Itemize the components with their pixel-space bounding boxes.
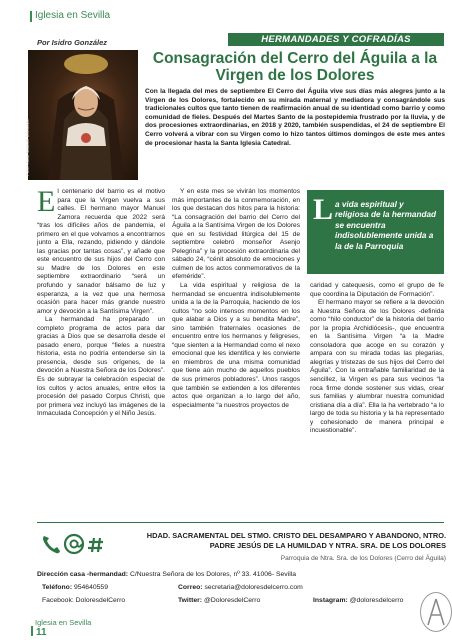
email-label: Correo: — [178, 584, 203, 591]
parroquia: Parroquia de Ntra. Sra. de los Dolores (Cerro del Águila) — [280, 555, 446, 562]
section-band — [228, 33, 444, 46]
paragraph: La vida espiritual y religiosa de la hermandad se encuentra indisolublemente unida a la de la Parroquia, haciendo de los cultos “no solo intensos momentos en los que alabar a Dios y a su bendita Madre”, sino también fraternales ocasiones de encuentro entre los hermanos y feligreses, “que sienten a la Hermandad como el nexo emocional que les identifica y les convierte en miembros de una misma comunidad que tiene aún mucho de aquellos pueblos de sus primeros pobladores”. Unos rasgos que también se extienden a los diferentes actos que organizan a lo largo del año, especialmente “a nuestros proyectos de — [172, 282, 300, 409]
watermark-stamp — [420, 592, 452, 632]
email-line — [178, 584, 303, 591]
hashtag-icon — [88, 538, 103, 552]
hermandad-name: HDAD. SACRAMENTAL DEL STMO. CRISTO DEL DESAMPARO Y ABANDONO, NTRO. PADRE JESÚS DE LA HUMILDAD Y NTRA. SRA. DE LOS DOLORES — [146, 531, 446, 550]
email-value: secretaria@doloresdelcerro.com — [204, 584, 303, 591]
email-icon — [65, 535, 83, 553]
column-2 — [172, 188, 300, 410]
instagram-value: @doloresdelcerro — [349, 597, 404, 604]
instagram-label: Instagram: — [313, 597, 348, 604]
footer-publication: Iglesia en Sevilla — [35, 618, 92, 627]
paragraph: La hermandad ha preparado un completo programa de actos para dar gracias a Dios que se desarrolla desde el pasado enero, porque “fieles a nuestra historia, esta no podría entenderse sin la presencia, desde sus orígenes, de la devoción a Nuestra Señora de los Dolores”. Es de subrayar la celebración especial de los cultos y actos anuales, entre ellos la procesión del pasado Corpus Christi, que por primera vez incluyó las imágenes de la Inmaculada Concepción y el Niño Jesús. — [37, 316, 165, 418]
twitter-label: Twitter: — [178, 597, 203, 604]
address-label: Dirección casa -hermandad: — [37, 571, 129, 578]
article-author: Por Isidro González — [37, 38, 108, 47]
phone-line — [42, 584, 108, 591]
footer-accent-bar — [31, 626, 33, 636]
address-line — [37, 571, 296, 578]
twitter-line — [178, 597, 260, 604]
instagram-line — [313, 597, 403, 604]
phone-value: 954640559 — [73, 584, 108, 591]
phone-icon — [43, 536, 60, 553]
photo-credit: Foto: Juan Manuel Berruezo — [25, 119, 30, 176]
paragraph: caridad y catequesis, como el grupo de fe que coordina la Diputación de Formación”. — [310, 282, 444, 298]
twitter-value: @DoloresdelCerro — [203, 597, 261, 604]
section-title: HERMANDADES Y COFRADÍAS — [261, 34, 411, 45]
stamp-icon — [421, 593, 451, 631]
article-lead: Con la llegada del mes de septiembre El Cerro del Águila vive sus días más alegres junto a la Virgen de los Dolores, fortalecido en su mirada maternal y mediadora y consagrándole sus tradicionales cultos que tanto tienen de reafirmación anual de su identidad como barrio y como comunidad de fieles. Después del Martes Santo de la postepidemia frustrado por la lluvia, y de dos procesiones extraordinarias, en 2018 y 2020, también suspendidas, el 24 de septiembre El Cerro volverá a vibrar con su Virgen como lo hizo tantos últimos domingos de este mes antes de procesionar hasta la Santa Iglesia Catedral. — [145, 88, 445, 147]
contact-icons-svg — [40, 532, 120, 556]
publication-header: Iglesia en Sevilla — [35, 10, 111, 21]
contact-icons — [40, 532, 120, 561]
pull-quote-text: a vida espiritual y religiosa de la hermandad se encuentra indisolublemente unida a la de la Parroquia — [335, 200, 437, 251]
pull-quote-cap: L — [313, 193, 334, 226]
facebook-line: Facebook: DoloresdelCerro — [42, 597, 126, 604]
paragraph: Y en este mes se vivirán los momentos más importantes de la conmemoración, en los que destacan dos hitos para la historia: “La consagración del barrio del Cerro del Águila a la Santísima Virgen de los Dolores que en su festividad litúrgica del 15 de septiembre celebró monseñor Asenjo Pelegrina” y la procesión extraordinaria del sábado 24, “cénit absoluto de emociones y culmen de los actos conmemorativos de la efeméride”. — [172, 188, 300, 281]
divider — [37, 522, 444, 523]
address-value: C/Nuestra Señora de los Dolores, nº 33. 41006- Sevilla — [129, 571, 297, 578]
paragraph: l centenario del barrio es el motivo para que la Virgen vuelva a sus calles. El hermano mayor Manuel Zamora recuerda que 2022 será “tras los difíciles años de pandemia, el primero en el que volvamos a encontrarnos junto a Ella, rezando, pidiendo y dándole las gracias por tantas cosas”, y añade que este encuentro de sus hijos del Cerro con su Madre de los Dolores en este septiembre extraordinario “será un profundo y sanador bálsamo de luz y esperanza, a la vez que una hermosa ocasión para hacer más grande nuestro amor y devoción a la Santísima Virgen”. — [37, 188, 165, 315]
header-accent-bar — [30, 11, 32, 22]
page-number: 11 — [36, 627, 47, 638]
virgin-image-illustration — [28, 50, 138, 180]
drop-cap: E — [37, 185, 56, 218]
pull-quote — [307, 190, 444, 274]
column-1 — [37, 185, 165, 419]
column-3 — [310, 282, 444, 436]
article-title: Consagración del Cerro del Águila a la Virgen de los Dolores — [152, 50, 438, 84]
phone-label: Teléfono: — [42, 584, 73, 591]
virgin-photo — [25, 50, 138, 180]
paragraph: El hermano mayor se refiere a la devoción a Nuestra Señora de los Dolores -definida como “hilo conductor” de la historia del barrio por la propia Archidiócesis-, que encuentra en la Santísima Virgen “a la Madre consoladora que acoge en su corazón y ampara con su mirada todas las plegarias, alegrías y tristezas de sus hijos del Cerro del Águila”. Con la entrañable familiaridad de la sencillez, la Virgen es para sus vecinos “la roca firme donde sostener sus vidas, crear sus familias y alumbrar nuestra comunidad cristiana día a día”. Ella la ha vertebrado “a lo largo de toda su historia y la ha representado y cohesionado de manera principal e incuestionable”. — [310, 299, 444, 435]
